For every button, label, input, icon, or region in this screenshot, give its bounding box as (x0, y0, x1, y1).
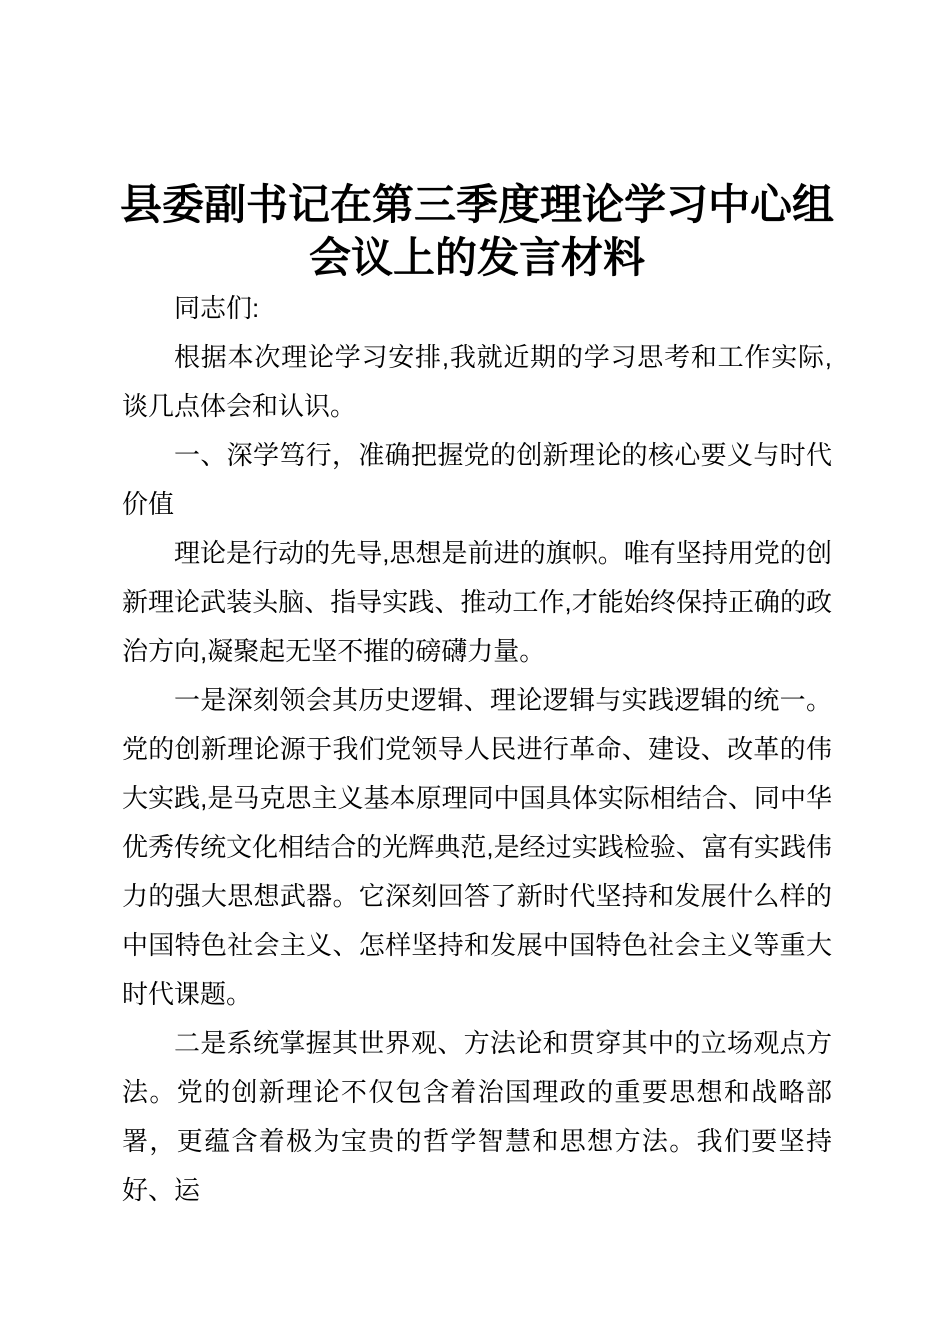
paragraph: 二是系统掌握其世界观、方法论和贯穿其中的立场观点方法。党的创新理论不仅包含着治国理政的重要思想和战略部署，更蕴含着极为宝贵的哲学智慧和思想方法。我们要坚持好、运 (122, 1028, 832, 1205)
document-body (122, 284, 832, 1215)
paragraph: 理论是行动的先导,思想是前进的旗帜。唯有坚持用党的创新理论武装头脑、指导实践、推动工作,才能始终保持正确的政治方向,凝聚起无坚不摧的磅礴力量。 (122, 538, 832, 666)
section-heading: 一、深学笃行，准确把握党的创新理论的核心要义与时代价值 (122, 440, 832, 519)
paragraph: 根据本次理论学习安排,我就近期的学习思考和工作实际,谈几点体会和认识。 (122, 342, 832, 421)
document-title: 县委副书记在第三季度理论学习中心组会议上的发言材料 (119, 181, 834, 281)
paragraph: 一是深刻领会其历史逻辑、理论逻辑与实践逻辑的统一。党的创新理论源于我们党领导人民进行革命、建设、改革的伟大实践,是马克思主义基本原理同中国具体实际相结合、同中华优秀传统文化相结合的光辉典范,是经过实践检验、富有实践伟力的强大思想武器。它深刻回答了新时代坚持和发展什么样的中国特色社会主义、怎样坚持和发展中国特色社会主义等重大时代课题。 (122, 685, 832, 1009)
paragraph: 同志们: (174, 293, 260, 323)
